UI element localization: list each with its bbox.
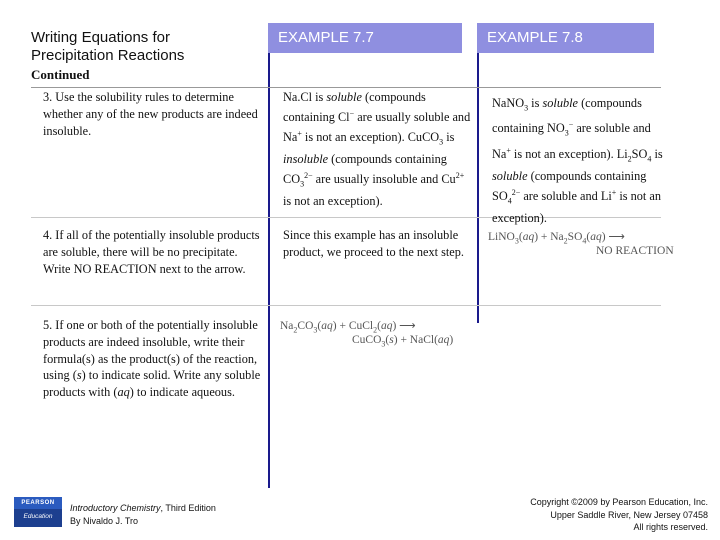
example-7-7-reaction: $Na_2CO_3(aq)$ + CuCl$_2$(aq) ⟶ CuCO$_3$(s) + NaCl(aq) — [280, 320, 454, 349]
book-credit: Introductory Chemistry, Third Edition By Nivaldo J. Tro — [70, 503, 216, 526]
example-7-7-header: EXAMPLE 7.7 — [268, 23, 462, 53]
example-7-7-step-4: Since this example has an insoluble product, we proceed to the next step. — [283, 228, 464, 259]
slide-title: Writing Equations for Precipitation Reactions — [31, 29, 185, 64]
step-4-text: 4. If all of the potentially insoluble products are soluble, there will be no precipitate. Write NO REACTION next to the arrow. — [43, 228, 260, 276]
subtitle: Continued — [31, 67, 90, 82]
column-divider — [477, 53, 479, 323]
example-7-8-header: EXAMPLE 7.8 — [477, 23, 654, 53]
no-reaction-label: NO REACTION — [596, 245, 674, 258]
pearson-logo: PEARSON Education — [14, 497, 62, 527]
step-5-text: 5. If one or both of the potentially insoluble products are indeed insoluble, write their formula(s) as the product(s) of the reaction, using (s) to indicate solid. Write any soluble products with (aq) to indicate aqueous. — [43, 318, 261, 400]
step-3-text: 3. Use the solubility rules to determine whether any of the new products are indeed insoluble. — [43, 90, 258, 138]
row-separator — [31, 87, 661, 88]
example-7-7-step-3: Na.Cl is soluble (compounds containing Cl− are usually soluble and Na+ is not an exception). CuCO$_3$ is insoluble (compounds containing $CO_3^{2-}$ are usually insoluble and $Cu^{2+}$ is not an exception). — [283, 90, 471, 209]
row-separator — [31, 305, 661, 306]
example-7-8-step-3: NaNO$_3$ is soluble (compounds containing $NO_3^-$ are soluble and Na+ is not an exception). $Li_2SO_4$ is soluble (compounds containing $SO_4^{2-}$ are soluble and Li+ is not an exception). — [492, 96, 663, 226]
example-7-8-reaction: LiNO$_3$(aq) + $Na_2SO_4(aq)$ ⟶ NO REACTION — [488, 231, 674, 258]
copyright: Copyright ©2009 by Pearson Education, Inc. Upper Saddle River, New Jersey 07458 All rights reserved. — [530, 497, 708, 532]
column-divider — [268, 53, 270, 488]
